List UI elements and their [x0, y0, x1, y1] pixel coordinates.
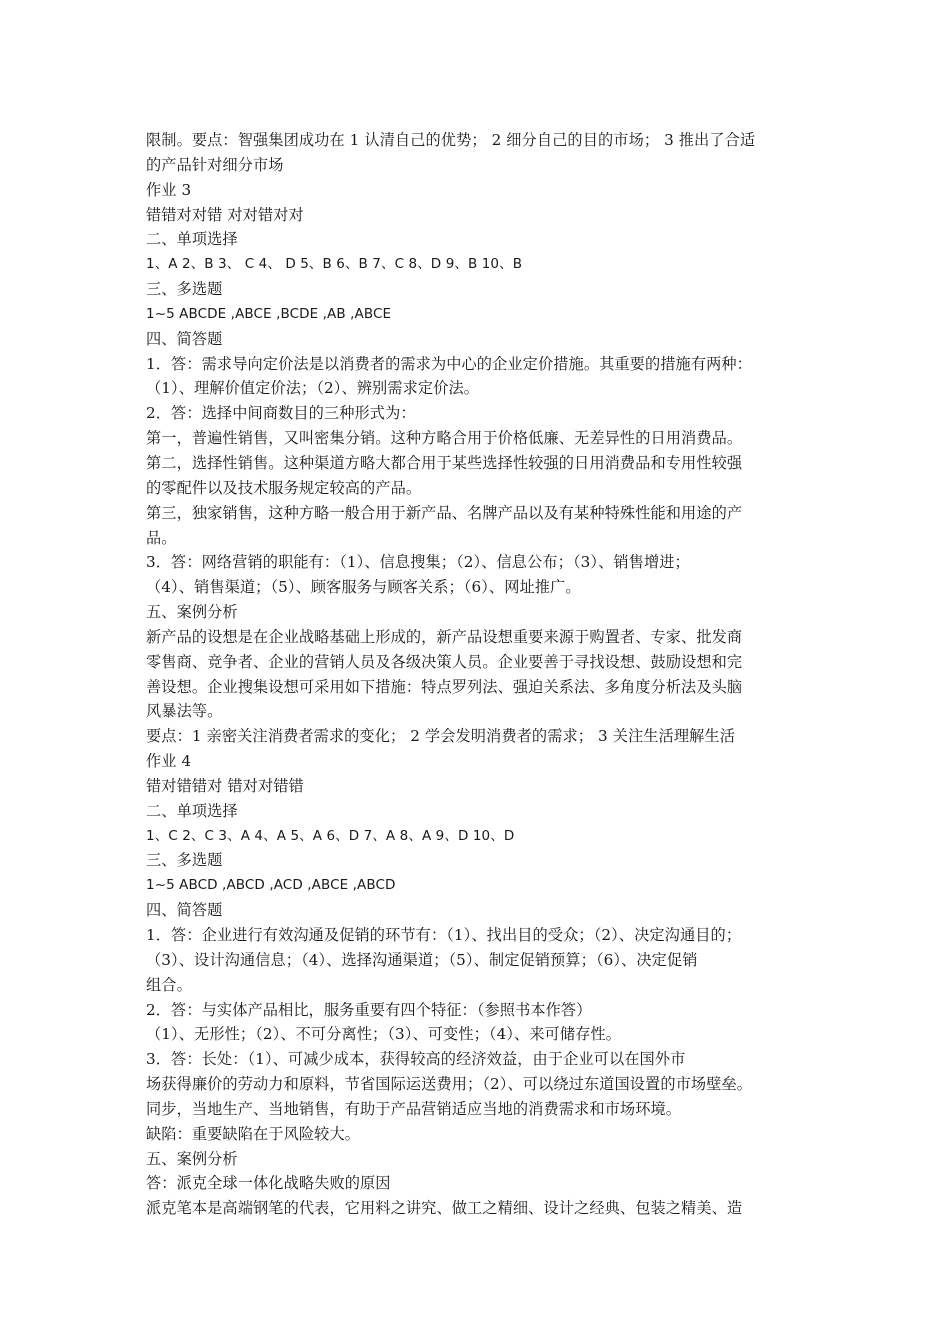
text-line: 答：派克全球一体化战略失败的原因 — [146, 1174, 391, 1193]
text-line: 场获得廉价的劳动力和原料，节省国际运送费用；（2）、可以绕过东道国设置的市场壁垒。 — [146, 1075, 753, 1094]
true-false-answers: 错错对对错 对对错对对 — [146, 205, 304, 224]
text-line: 的产品针对细分市场 — [146, 155, 284, 174]
section-heading: 三、多选题 — [146, 280, 223, 299]
section-heading: 作业 3 — [146, 180, 192, 199]
text-line: 零售商、竞争者、企业的营销人员及各级决策人员。企业要善于寻找设想、鼓励设想和完 — [146, 652, 743, 671]
text-line: 限制。要点：智强集团成功在 1 认清自己的优势； 2 细分自己的目的市场； 3 推出了合适 — [146, 131, 756, 149]
section-heading: 作业 4 — [146, 752, 192, 771]
text-line: 善设想。企业搜集设想可采用如下措施：特点罗列法、强迫关系法、多角度分析法及头脑 — [146, 677, 743, 696]
text-line: 第三，独家销售，这种方略一般合用于新产品、名牌产品以及有某种特殊性能和用途的产 — [146, 503, 743, 522]
text-line: 第一，普遍性销售，又叫密集分销。这种方略合用于价格低廉、无差异性的日用消费品。 — [146, 429, 743, 448]
single-choice-answers: 1、A 2、B 3、 C 4、 D 5、B 6、B 7、C 8、D 9、B 10、B — [146, 256, 523, 273]
text-line: （1）、无形性；（2）、不可分离性；（3）、可变性；（4）、来可储存性。 — [146, 1025, 622, 1044]
text-line: 风暴法等。 — [146, 702, 223, 721]
text-line: 1．答：需求导向定价法是以消费者的需求为中心的企业定价措施。其重要的措施有两种： — [146, 354, 752, 373]
text-line: 缺陷：重要缺陷在于风险较大。 — [146, 1124, 361, 1143]
text-line: 要点：1 亲密关注消费者需求的变化； 2 学会发明消费者的需求； 3 关注生活理解生活 — [146, 727, 735, 746]
text-line: 的零配件以及技术服务规定较高的产品。 — [146, 478, 422, 497]
multi-choice-answers: 1~5 ABCDE ,ABCE ,BCDE ,AB ,ABCE — [146, 305, 392, 322]
section-heading: 五、案例分析 — [146, 603, 238, 622]
section-heading: 四、简答题 — [146, 901, 223, 920]
text-line: 新产品的设想是在企业战略基础上形成的，新产品设想重要来源于购置者、专家、批发商 — [146, 627, 743, 646]
text-line: 组合。 — [146, 975, 192, 994]
section-heading: 三、多选题 — [146, 851, 223, 870]
text-line: 品。 — [146, 528, 177, 547]
section-heading: 二、单项选择 — [146, 230, 238, 249]
text-line: 同步，当地生产、当地销售，有助于产品营销适应当地的消费需求和市场环境。 — [146, 1099, 682, 1118]
text-line: （3）、设计沟通信息；（4）、选择沟通渠道；（5）、制定促销预算；（6）、决定促销 — [146, 950, 698, 969]
text-line: 2．答：选择中间商数目的三种形式为： — [146, 404, 416, 423]
text-line: 第二，选择性销售。这种渠道方略大都合用于某些选择性较强的日用消费品和专用性较强 — [146, 453, 743, 472]
document-body — [146, 128, 818, 1221]
single-choice-answers: 1、C 2、C 3、A 4、A 5、A 6、D 7、A 8、A 9、D 10、D — [146, 827, 515, 844]
text-line: 派克笔本是高端钢笔的代表，它用料之讲究、做工之精细、设计之经典、包装之精美、造 — [146, 1199, 743, 1218]
section-heading: 四、简答题 — [146, 329, 223, 348]
section-heading: 五、案例分析 — [146, 1149, 238, 1168]
text-line: 1．答：企业进行有效沟通及促销的环节有：（1）、找出目的受众；（2）、决定沟通目的； — [146, 926, 742, 944]
text-line: 2．答：与实体产品相比，服务重要有四个特征：（参照书本作答） — [146, 1000, 592, 1019]
text-line: 3．答：长处：（1）、可减少成本，获得较高的经济效益，由于企业可以在国外市 — [146, 1050, 686, 1069]
section-heading: 二、单项选择 — [146, 801, 238, 820]
true-false-answers: 错对错错对 错对对错错 — [146, 776, 304, 795]
text-line: 3．答：网络营销的职能有：（1）、信息搜集；（2）、信息公布；（3）、销售增进； — [146, 553, 690, 572]
multi-choice-answers: 1~5 ABCD ,ABCD ,ACD ,ABCE ,ABCD — [146, 877, 396, 894]
text-line: （4）、销售渠道；（5）、顾客服务与顾客关系；（6）、网址推广。 — [146, 578, 581, 597]
text-line: （1）、理解价值定价法；（2）、辨别需求定价法。 — [146, 379, 480, 398]
